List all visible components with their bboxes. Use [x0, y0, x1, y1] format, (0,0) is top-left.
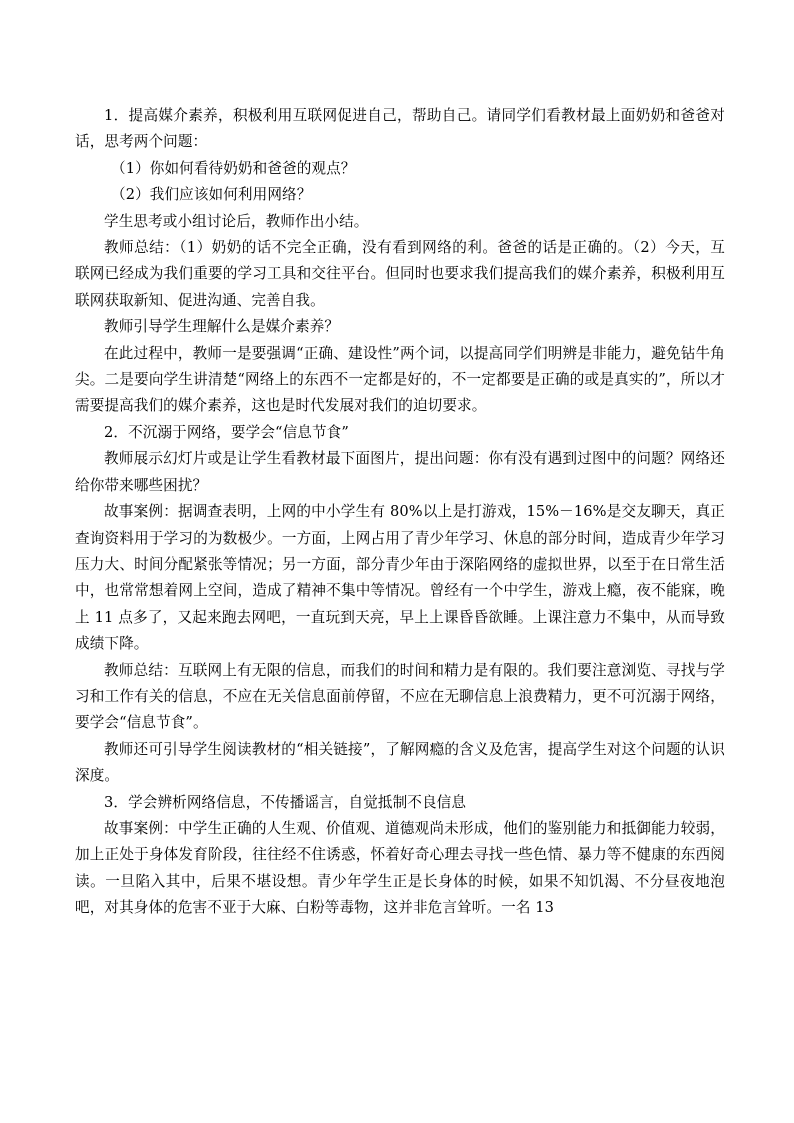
paragraph: 教师引导学生理解什么是媒介素养？: [104, 318, 340, 336]
document-body: [75, 103, 725, 922]
question-2: （2）我们应该如何利用网络？: [111, 186, 312, 204]
paragraph: 故事案例：据调查表明，上网的中小学生有 80%以上是打游戏，15%－16%是交友聊天，真正查询资料用于学习的为数极少。一方面，上网占用了青少年学习、休息的部分时间，造成青少年学习压力大、时间分配紧张等情况；另一方面，部分青少年由于深陷网络的虚拟世界，以至于在日常生活中，也常常想着网上空间，造成了精神不集中等情况。曾经有一个中学生，游戏上瘾，夜不能寐，晚上 11 点多了，又起来跑去网吧，一直玩到天亮，早上上课昏昏欲睡。上课注意力不集中，从而导致成绩下降。: [75, 503, 725, 653]
question-1: （1）你如何看待奶奶和爸爸的观点？: [111, 159, 356, 177]
section-heading-2: 2．不沉溺于网络，要学会“信息节食”: [104, 423, 349, 441]
paragraph: 教师总结：互联网上有无限的信息，而我们的时间和精力是有限的。我们要注意浏览、寻找与学习和工作有关的信息，不应在无关信息面前停留，不应在无聊信息上浪费精力，更不可沉溺于网络，要学会“信息节食”。: [75, 661, 725, 732]
paragraph: 教师总结：（1）奶奶的话不完全正确，没有看到网络的利。爸爸的话是正确的。（2）今天，互联网已经成为我们重要的学习工具和交往平台。但同时也要求我们提高我们的媒介素养，积极利用互联网获取新知、促进沟通、完善自我。: [75, 239, 725, 309]
paragraph: 在此过程中，教师一是要强调“正确、建设性”两个词，以提高同学们明辨是非能力，避免钻牛角尖。二是要向学生讲清楚“网络上的东西不一定都是好的，不一定都要是正确的或是真实的”，所以才需要提高我们的媒介素养，这也是时代发展对我们的迫切要求。: [75, 344, 725, 415]
section-heading-3: 3．学会辨析网络信息，不传播谣言，自觉抵制不良信息: [104, 793, 467, 811]
paragraph: 教师展示幻灯片或是让学生看教材最下面图片，提出问题：你有没有遇到过图中的问题？网络还给你带来哪些困扰？: [75, 450, 725, 494]
section-heading-1: 1．提高媒介素养，积极利用互联网促进自己，帮助自己。请同学们看教材最上面奶奶和爸爸对话，思考两个问题：: [75, 107, 725, 151]
paragraph: 故事案例：中学生正确的人生观、价值观、道德观尚未形成，他们的鉴别能力和抵御能力较弱，加上正处于身体发育阶段，往往经不住诱惑，怀着好奇心理去寻找一些色情、暴力等不健康的东西阅读。一旦陷入其中，后果不堪设想。青少年学生正是长身体的时候，如果不知饥渴、不分昼夜地泡吧，对其身体的危害不亚于大麻、白粉等毒物，这并非危言耸听。一名 13: [75, 819, 725, 917]
paragraph: 教师还可引导学生阅读教材的“相关链接”，了解网瘾的含义及危害，提高学生对这个问题的认识深度。: [75, 740, 725, 785]
paragraph: 学生思考或小组讨论后，教师作出小结。: [104, 212, 369, 230]
